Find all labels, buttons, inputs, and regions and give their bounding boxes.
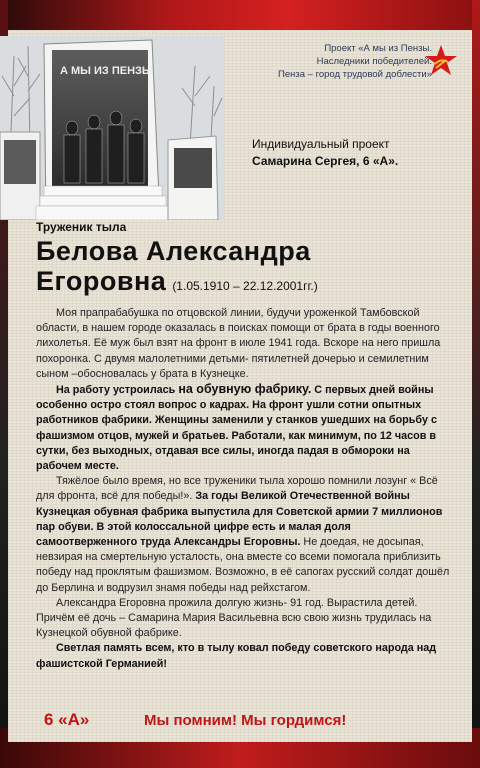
top-red-border — [0, 0, 480, 30]
individual-project — [252, 136, 398, 170]
paragraph-3-slogan: Тяжёлое было время, но все труженики тыла хорошо помнили лозунг « Всё для фронта, всё для победы!». — [36, 475, 438, 503]
paragraph-2-rest: С первых дней войны особенно остро стоял вопрос о кадрах. На фронт ушли сотни опытных работников фабрики. Женщины заменили у станков ушедших на борьбу с фашизмом отцов, мужей и братьев. Работали, как минимум, по 12 часов в сутки, без выходных, отдавая все силы, иногда падая в обмороки на рабочем месте. — [36, 384, 437, 473]
project-line-1: Проект «А мы из Пензы. — [324, 43, 432, 54]
monument-photo — [0, 36, 224, 220]
paragraph-4: Александра Егоровна прожила долгую жизнь- 91 год. Вырастила детей. Причём её дочь – Самарина Мария Васильевна всю свою жизнь трудилась на Кузнецкой обувной фабрике. — [36, 596, 432, 640]
article-body — [36, 306, 452, 672]
individual-line-1: Индивидуальный проект — [252, 137, 390, 151]
individual-author: Самарина Сергея, 6 «А». — [252, 154, 399, 168]
person-name-line-1: Белова Александра — [36, 236, 311, 266]
project-info — [232, 42, 432, 81]
footer-slogan: Мы помним! Мы гордимся! — [144, 712, 347, 729]
paragraph-3-rest: Не доедая, не досыпая, невзирая на смертельную усталость, она вместе со всеми помогала приблизить победу над проклятым фашизмом. Возможно, в её сапогах русский солдат дошёл до Берлина и водрузил знамя победы над рейхстагом. — [36, 536, 450, 594]
life-dates: (1.05.1910 – 22.12.2001гг.) — [172, 279, 318, 293]
paragraph-3 — [36, 474, 452, 596]
paragraph-5 — [36, 641, 452, 671]
paragraph-2 — [36, 382, 452, 474]
paragraph-5-memory: Светлая память всем, кто в тылу ковал победу советского народа над фашистской Германией! — [36, 642, 437, 670]
paragraph-3-factory-output: За годы Великой Отечественной войны Кузнецкая обувная фабрика выпустила для Советской армии 7 миллионов пар обуви. В этой колоссальной цифре есть и малая доля самоотверженного труда Александры Егоровны. — [36, 490, 443, 549]
paragraph-2-lead: На работу устроилась — [56, 384, 179, 397]
red-star-icon — [424, 44, 458, 78]
project-line-3: Пенза – город трудовой доблести» — [278, 69, 432, 80]
right-border — [472, 0, 480, 768]
paragraph-2-factory: на обувную фабрику. — [178, 382, 312, 397]
project-line-2: Наследники победителей. — [316, 56, 432, 67]
person-name-line-2-text: Егоровна — [36, 266, 167, 296]
person-name-line-2 — [36, 266, 318, 297]
rubric-label: Труженик тыла — [36, 220, 127, 234]
paragraph-1: Моя прапрабабушка по отцовской линии, будучи уроженкой Тамбовской области, в нашем городе оказалась в поисках помощи от брата в годы военного лихолетья. Её муж был взят на фронт в июле 1941 года. Вскоре на него пришла похоронка. С двумя малолетними детьми- пятилетней дочерью и семилетним сыном –обосновалась у брата в Кузнецке. — [36, 307, 441, 380]
class-label: 6 «А» — [44, 710, 90, 729]
monument-sign-text: А МЫ ИЗ ПЕНЗЫ — [60, 65, 153, 77]
